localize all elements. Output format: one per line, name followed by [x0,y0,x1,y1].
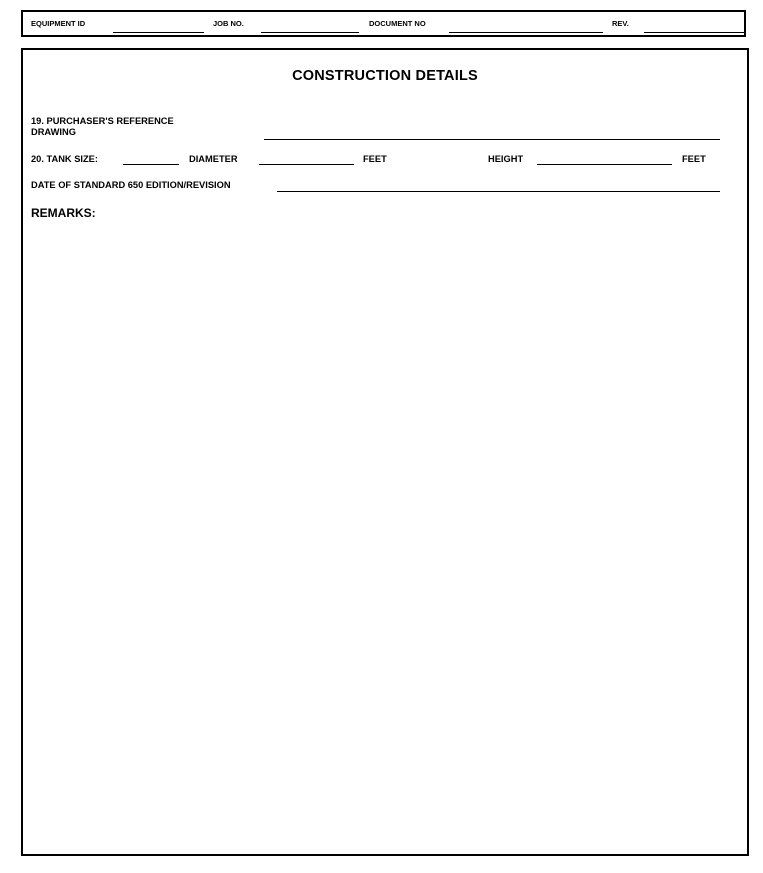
document-no-label: DOCUMENT NO [369,19,426,28]
purchaser-reference-field[interactable] [264,139,720,140]
job-no-field[interactable] [261,32,359,33]
diameter-unit: FEET [363,154,387,164]
rev-field[interactable] [644,32,744,33]
equipment-id-field[interactable] [113,32,204,33]
section-title: CONSTRUCTION DETAILS [292,68,478,84]
purchaser-reference-label-line2: DRAWING [31,127,76,137]
diameter-field[interactable] [259,164,354,165]
rev-label: REV. [612,19,629,28]
height-field[interactable] [537,164,672,165]
tank-size-field[interactable] [123,164,179,165]
height-label: HEIGHT [488,154,524,164]
height-unit: FEET [682,154,706,164]
remarks-field[interactable] [31,226,739,846]
tank-size-label: 20. TANK SIZE: [31,154,98,164]
document-header [21,10,746,37]
job-no-label: JOB NO. [213,19,244,28]
standard-650-date-label: DATE OF STANDARD 650 EDITION/REVISION [31,180,231,190]
standard-650-date-field[interactable] [277,191,720,192]
document-no-field[interactable] [449,32,603,33]
purchaser-reference-label-line1: 19. PURCHASER'S REFERENCE [31,116,174,126]
construction-details-section [21,48,749,856]
remarks-label: REMARKS: [31,206,96,220]
diameter-label: DIAMETER [189,154,238,164]
equipment-id-label: EQUIPMENT ID [31,19,86,28]
